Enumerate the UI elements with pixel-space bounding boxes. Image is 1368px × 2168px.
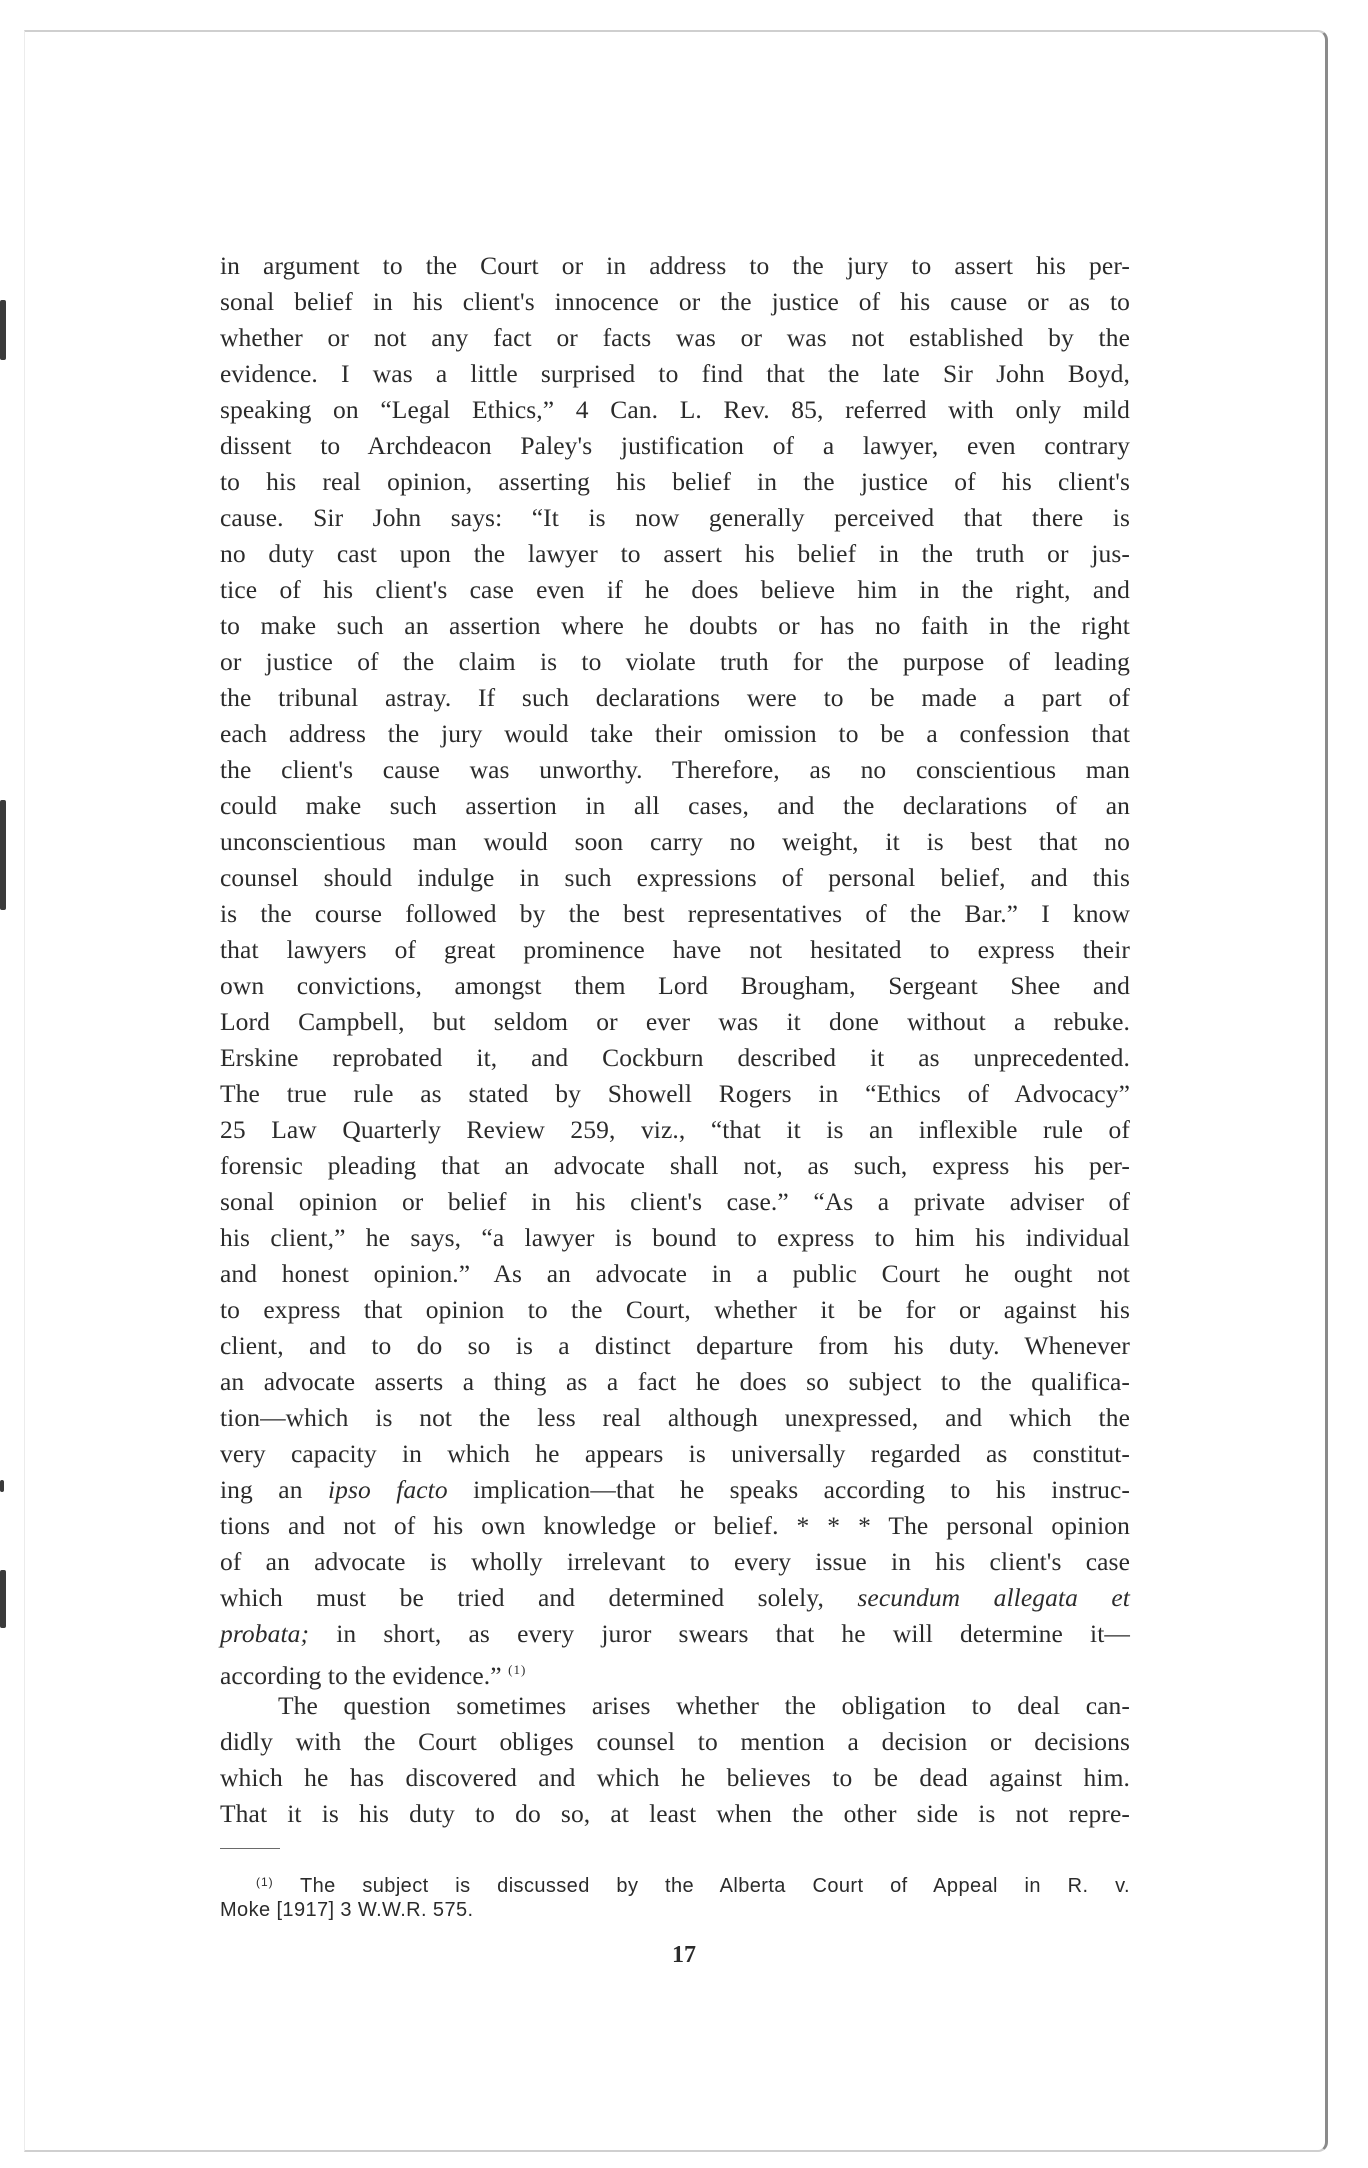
scan-edge-mark <box>0 300 6 360</box>
scan-edge-mark <box>0 1480 4 1492</box>
footnote-line <box>220 1868 1130 1896</box>
text-line: is the course followed by the best representatives of the Bar.” I know <box>220 899 1130 928</box>
text-line <box>220 1616 1130 1652</box>
scan-left-margin <box>0 0 14 2168</box>
footnote-reference: (1) <box>508 1662 527 1677</box>
text-line: to express that opinion to the Court, whether it be for or against his <box>220 1295 1130 1324</box>
italic-phrase: probata; <box>220 1619 310 1648</box>
text-line: 25 Law Quarterly Review 259, viz., “that it is an inflexible rule of <box>220 1115 1130 1144</box>
italic-phrase: ipso facto <box>327 1475 448 1504</box>
text-line: tice of his client's case even if he does believe him in the right, and <box>220 575 1130 604</box>
scan-edge-mark <box>0 800 6 910</box>
footnote-line: Moke [1917] 3 W.W.R. 575. <box>220 1899 474 1921</box>
body-text <box>220 248 1130 1832</box>
text-run: which must be tried and determined solely, <box>220 1583 858 1612</box>
text-line: speaking on “Legal Ethics,” 4 Can. L. Rev. 85, referred with only mild <box>220 395 1130 424</box>
text-line: tion—which is not the less real although unexpressed, and which the <box>220 1403 1130 1432</box>
text-line: that lawyers of great prominence have not hesitated to express their <box>220 935 1130 964</box>
text-line: Erskine reprobated it, and Cockburn described it as unprecedented. <box>220 1043 1130 1072</box>
text-run: according to the evidence.” <box>220 1661 502 1690</box>
text-line: the tribunal astray. If such declarations were to be made a part of <box>220 683 1130 712</box>
text-line: whether or not any fact or facts was or was not established by the <box>220 323 1130 352</box>
text-line <box>220 1652 1130 1688</box>
text-line: cause. Sir John says: “It is now generally perceived that there is <box>220 503 1130 532</box>
text-line: sonal opinion or belief in his client's case.” “As a private adviser of <box>220 1187 1130 1216</box>
text-line: could make such assertion in all cases, and the declarations of an <box>220 791 1130 820</box>
text-line: his client,” he says, “a lawyer is bound to express to him his individual <box>220 1223 1130 1252</box>
text-line: no duty cast upon the lawyer to assert his belief in the truth or jus- <box>220 539 1130 568</box>
text-line <box>220 1580 1130 1616</box>
text-line: an advocate asserts a thing as a fact he does so subject to the qualifica- <box>220 1367 1130 1396</box>
text-line: Lord Campbell, but seldom or ever was it done without a rebuke. <box>220 1007 1130 1036</box>
text-line: in argument to the Court or in address to the jury to assert his per- <box>220 251 1130 280</box>
text-line: dissent to Archdeacon Paley's justification of a lawyer, even contrary <box>220 431 1130 460</box>
text-line: or justice of the claim is to violate truth for the purpose of leading <box>220 647 1130 676</box>
footnote <box>220 1868 1130 1924</box>
text-run: in short, as every juror swears that he will determine it— <box>309 1619 1130 1648</box>
text-line: unconscientious man would soon carry no weight, it is best that no <box>220 827 1130 856</box>
text-line: each address the jury would take their omission to be a confession that <box>220 719 1130 748</box>
text-line <box>220 1472 1130 1508</box>
text-line: The true rule as stated by Showell Rogers in “Ethics of Advocacy” <box>220 1079 1130 1108</box>
text-line: didly with the Court obliges counsel to mention a decision or decisions <box>220 1727 1130 1756</box>
text-line: That it is his duty to do so, at least when the other side is not repre- <box>220 1799 1130 1828</box>
text-line: to make such an assertion where he doubts or has no faith in the right <box>220 611 1130 640</box>
text-line: client, and to do so is a distinct departure from his duty. Whenever <box>220 1331 1130 1360</box>
text-line: tions and not of his own knowledge or belief. * * * The personal opinion <box>220 1511 1130 1540</box>
text-line: counsel should indulge in such expressions of personal belief, and this <box>220 863 1130 892</box>
text-run: implication—that he speaks according to his instruc- <box>447 1475 1130 1504</box>
text-line: own convictions, amongst them Lord Brougham, Sergeant Shee and <box>220 971 1130 1000</box>
page-number: 17 <box>672 1942 696 1968</box>
text-line: sonal belief in his client's innocence or the justice of his cause or as to <box>220 287 1130 316</box>
text-line: the client's cause was unworthy. Therefore, as no conscientious man <box>220 755 1130 784</box>
text-line: The question sometimes arises whether the obligation to deal can- <box>278 1691 1130 1720</box>
text-line: very capacity in which he appears is universally regarded as constitut- <box>220 1439 1130 1468</box>
text-line: evidence. I was a little surprised to find that the late Sir John Boyd, <box>220 359 1130 388</box>
text-run: ing an <box>220 1475 328 1504</box>
text-line: of an advocate is wholly irrelevant to every issue in his client's case <box>220 1547 1130 1576</box>
italic-phrase: secundum allegata et <box>857 1583 1130 1612</box>
text-line: which he has discovered and which he believes to be dead against him. <box>220 1763 1130 1792</box>
footnote-mark: (1) <box>256 1875 274 1889</box>
text-line: to his real opinion, asserting his belief in the justice of his client's <box>220 467 1130 496</box>
footnote-divider <box>220 1848 280 1849</box>
scan-edge-mark <box>0 1570 6 1628</box>
text-line: and honest opinion.” As an advocate in a public Court he ought not <box>220 1259 1130 1288</box>
footnote-text: The subject is discussed by the Alberta Court of Appeal in R. v. <box>300 1875 1130 1897</box>
text-line: forensic pleading that an advocate shall not, as such, express his per- <box>220 1151 1130 1180</box>
